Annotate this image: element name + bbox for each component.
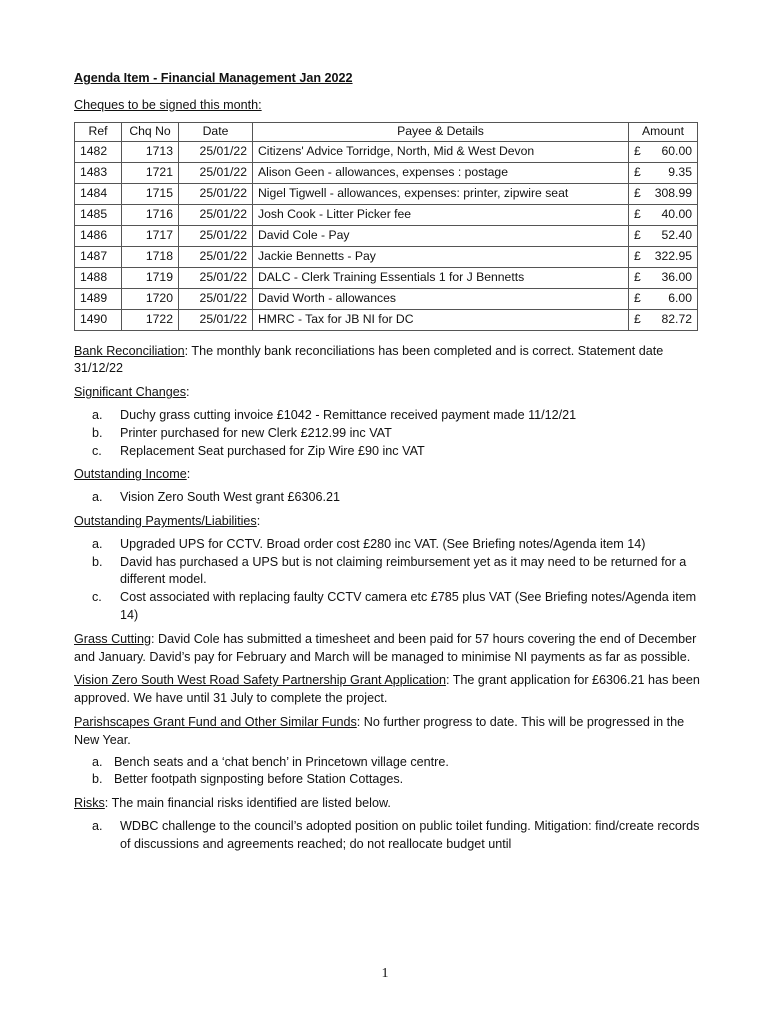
- list-marker: a.: [92, 490, 103, 505]
- currency-symbol: £: [634, 185, 641, 200]
- cell-payee: Citizens' Advice Torridge, North, Mid & West Devon: [253, 141, 629, 162]
- currency-symbol: £: [634, 143, 641, 158]
- currency-symbol: £: [634, 248, 641, 263]
- header-date: Date: [179, 122, 253, 141]
- list-marker: a.: [92, 818, 103, 833]
- cell-amount: [629, 141, 698, 162]
- cheques-table: [74, 122, 698, 331]
- cell-chq-no: 1716: [122, 204, 179, 225]
- parishscapes-list: [74, 754, 700, 790]
- table-row: [75, 309, 698, 330]
- cell-chq-no: 1720: [122, 288, 179, 309]
- cell-chq-no: 1717: [122, 225, 179, 246]
- list-item: [74, 554, 700, 590]
- list-marker: c.: [92, 443, 102, 458]
- document-body: [74, 70, 700, 860]
- amount-value: 308.99: [654, 185, 692, 200]
- amount-value: 36.00: [661, 269, 692, 284]
- grass-cutting-label: Grass Cutting: [74, 631, 151, 646]
- list-item-text: Upgraded UPS for CCTV. Broad order cost £280 inc VAT. (See Briefing notes/Agenda item 14): [120, 536, 646, 551]
- cell-amount: [629, 267, 698, 288]
- significant-changes-list: [74, 407, 700, 460]
- list-item: [74, 754, 700, 772]
- vision-zero-label: Vision Zero South West Road Safety Partnership Grant Application: [74, 673, 446, 688]
- cell-amount: [629, 309, 698, 330]
- cell-payee: Alison Geen - allowances, expenses : postage: [253, 162, 629, 183]
- cheques-heading: Cheques to be signed this month:: [74, 97, 262, 112]
- list-item-text: WDBC challenge to the council’s adopted position on public toilet funding. Mitigation: find/create records of discussions and agreements reached; do not reallocate budget until: [120, 818, 700, 851]
- table-header-row: [75, 122, 698, 141]
- list-marker: a.: [92, 754, 103, 769]
- cell-payee: David Cole - Pay: [253, 225, 629, 246]
- outstanding-payments-suffix: :: [256, 513, 261, 528]
- risks-list: [74, 818, 700, 854]
- cell-payee: Nigel Tigwell - allowances, expenses: printer, zipwire seat: [253, 183, 629, 204]
- list-item-text: Better footpath signposting before Station Cottages.: [114, 772, 404, 787]
- cell-amount: [629, 162, 698, 183]
- amount-value: 52.40: [661, 227, 692, 242]
- cell-payee: HMRC - Tax for JB NI for DC: [253, 309, 629, 330]
- amount-value: 322.95: [654, 248, 692, 263]
- cell-chq-no: 1718: [122, 246, 179, 267]
- amount-value: 40.00: [661, 206, 692, 221]
- outstanding-payments-heading: [74, 513, 700, 531]
- grass-cutting-text: : David Cole has submitted a timesheet and been paid for 57 hours covering the end of December and January. David’s pay for February and March will be managed to minimise NI payments as far as possible.: [74, 631, 697, 664]
- table-row: [75, 204, 698, 225]
- list-marker: a.: [92, 536, 103, 551]
- cell-chq-no: 1715: [122, 183, 179, 204]
- cheques-table-body: [75, 141, 698, 330]
- cell-date: 25/01/22: [179, 162, 253, 183]
- list-marker: a.: [92, 407, 103, 422]
- cell-amount: [629, 246, 698, 267]
- header-payee: Payee & Details: [253, 122, 629, 141]
- cell-date: 25/01/22: [179, 288, 253, 309]
- outstanding-payments-label: Outstanding Payments/Liabilities: [74, 513, 257, 528]
- cell-ref: 1490: [75, 309, 122, 330]
- header-amount: Amount: [629, 122, 698, 141]
- list-item-text: Duchy grass cutting invoice £1042 - Remittance received payment made 11/12/21: [120, 407, 577, 422]
- table-row: [75, 288, 698, 309]
- currency-symbol: £: [634, 269, 641, 284]
- list-item-text: David has purchased a UPS but is not claiming reimbursement yet as it may need to be returned for a different model.: [120, 554, 687, 587]
- outstanding-income-label: Outstanding Income: [74, 467, 187, 482]
- cell-amount: [629, 204, 698, 225]
- cell-ref: 1484: [75, 183, 122, 204]
- bank-reconciliation-text: : The monthly bank reconciliations has been completed and is correct. Statement date 31/12/22: [74, 343, 664, 376]
- parishscapes-text: : No further progress to date. This will be progressed in the New Year.: [74, 714, 685, 747]
- risks-label: Risks: [74, 796, 105, 811]
- cell-ref: 1482: [75, 141, 122, 162]
- cell-payee: Josh Cook - Litter Picker fee: [253, 204, 629, 225]
- cell-chq-no: 1721: [122, 162, 179, 183]
- currency-symbol: £: [634, 311, 641, 326]
- cell-date: 25/01/22: [179, 309, 253, 330]
- cell-date: 25/01/22: [179, 246, 253, 267]
- table-row: [75, 162, 698, 183]
- parishscapes-label: Parishscapes Grant Fund and Other Similar Funds: [74, 714, 357, 729]
- outstanding-income-heading: [74, 466, 700, 484]
- vision-zero-text: : The grant application for £6306.21 has been approved. We have until 31 July to complete the project.: [74, 673, 700, 706]
- list-item: [74, 425, 700, 443]
- amount-value: 6.00: [668, 290, 692, 305]
- outstanding-income-suffix: :: [186, 467, 191, 482]
- cell-ref: 1489: [75, 288, 122, 309]
- list-item-text: Cost associated with replacing faulty CCTV camera etc £785 plus VAT (See Briefing notes/Agenda item 14): [120, 590, 697, 622]
- amount-value: 60.00: [661, 143, 692, 158]
- list-marker: c.: [92, 590, 102, 605]
- table-row: [75, 141, 698, 162]
- list-item: [74, 443, 700, 461]
- table-row: [75, 225, 698, 246]
- risks-heading: [74, 795, 700, 813]
- list-item: [74, 536, 700, 554]
- document-title: Agenda Item - Financial Management Jan 2022: [74, 71, 353, 85]
- amount-value: 82.72: [661, 311, 692, 326]
- cell-ref: 1485: [75, 204, 122, 225]
- header-chq-no: Chq No: [122, 122, 179, 141]
- cell-chq-no: 1713: [122, 141, 179, 162]
- cell-amount: [629, 288, 698, 309]
- list-marker: b.: [92, 554, 103, 569]
- list-item-text: Replacement Seat purchased for Zip Wire £90 inc VAT: [120, 443, 425, 458]
- list-item-text: Bench seats and a ‘chat bench’ in Princetown village centre.: [114, 754, 449, 769]
- cell-date: 25/01/22: [179, 141, 253, 162]
- list-item: [74, 407, 700, 425]
- list-item-text: Printer purchased for new Clerk £212.99 inc VAT: [120, 425, 392, 440]
- bank-reconciliation: [74, 343, 700, 379]
- list-item: [74, 489, 700, 507]
- table-row: [75, 183, 698, 204]
- parishscapes: [74, 714, 700, 750]
- table-row: [75, 246, 698, 267]
- cell-payee: David Worth - allowances: [253, 288, 629, 309]
- cell-payee: DALC - Clerk Training Essentials 1 for J Bennetts: [253, 267, 629, 288]
- page-number: 1: [381, 966, 389, 981]
- grass-cutting: [74, 631, 700, 667]
- bank-reconciliation-label: Bank Reconciliation: [74, 343, 185, 358]
- cell-ref: 1488: [75, 267, 122, 288]
- significant-changes-label: Significant Changes: [74, 385, 187, 400]
- list-item-text: Vision Zero South West grant £6306.21: [120, 490, 341, 505]
- list-marker: b.: [92, 425, 103, 440]
- significant-changes-suffix: :: [186, 385, 190, 400]
- outstanding-income-list: [74, 489, 700, 507]
- cell-ref: 1486: [75, 225, 122, 246]
- cell-ref: 1487: [75, 246, 122, 267]
- amount-value: 9.35: [668, 164, 692, 179]
- currency-symbol: £: [634, 164, 641, 179]
- currency-symbol: £: [634, 206, 641, 221]
- currency-symbol: £: [634, 290, 641, 305]
- vision-zero-grant: [74, 672, 700, 708]
- currency-symbol: £: [634, 227, 641, 242]
- cell-date: 25/01/22: [179, 183, 253, 204]
- cell-chq-no: 1719: [122, 267, 179, 288]
- cell-chq-no: 1722: [122, 309, 179, 330]
- outstanding-payments-list: [74, 536, 700, 625]
- list-item: [74, 589, 700, 625]
- cell-date: 25/01/22: [179, 225, 253, 246]
- header-ref: Ref: [75, 122, 122, 141]
- cell-ref: 1483: [75, 162, 122, 183]
- list-item: [74, 818, 700, 854]
- cell-date: 25/01/22: [179, 204, 253, 225]
- cell-date: 25/01/22: [179, 267, 253, 288]
- significant-changes-heading: [74, 384, 700, 402]
- risks-text: : The main financial risks identified are listed below.: [104, 796, 391, 811]
- list-item: [74, 771, 700, 789]
- cell-amount: [629, 183, 698, 204]
- cell-amount: [629, 225, 698, 246]
- cell-payee: Jackie Bennetts - Pay: [253, 246, 629, 267]
- table-row: [75, 267, 698, 288]
- list-marker: b.: [92, 772, 103, 787]
